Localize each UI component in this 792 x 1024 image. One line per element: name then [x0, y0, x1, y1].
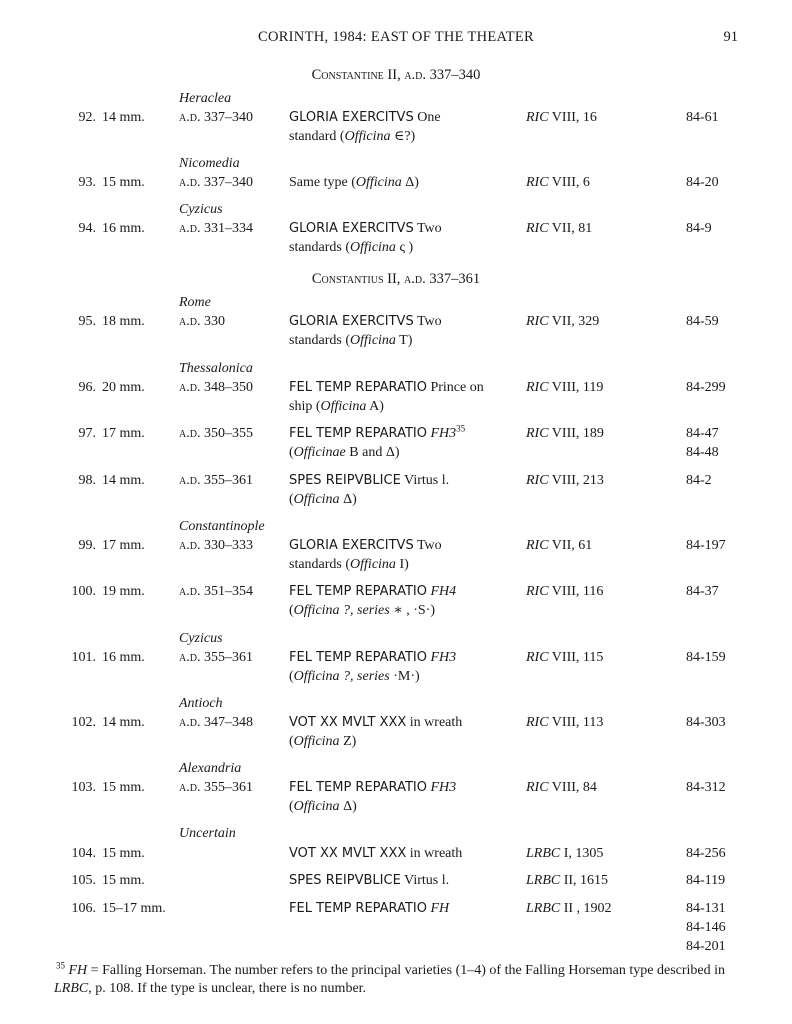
- inventory-number: 84-159: [686, 650, 726, 665]
- mint-label: Rome: [179, 295, 211, 310]
- mint-label: Constantinople: [179, 519, 265, 534]
- catalog-number: 98.: [78, 473, 96, 488]
- coin-size: 15 mm.: [102, 846, 145, 861]
- coin-size: 17 mm.: [102, 538, 145, 553]
- inventory-number: 84-61: [686, 110, 719, 125]
- catalog-number: 93.: [78, 175, 96, 190]
- coin-reference: RIC VIII, 115: [526, 650, 604, 665]
- coin-legend: SPES REIPVBLICE Virtus l. (Officina Δ): [289, 473, 450, 507]
- mint-label: Alexandria: [179, 761, 242, 776]
- coin-date: a.d. 331–334: [179, 221, 253, 236]
- catalog-number: 97.: [78, 426, 96, 441]
- page-header: [0, 28, 792, 48]
- inventory-number: 84-197: [686, 538, 726, 553]
- coin-reference: RIC VIII, 116: [526, 584, 604, 599]
- inventory-number: 84-37: [686, 584, 719, 599]
- coin-reference: LRBC II , 1902: [526, 901, 612, 916]
- coin-reference: LRBC II, 1615: [526, 873, 609, 888]
- emperor-heading: Constantius II, a.d. 337–361: [311, 271, 481, 287]
- coin-legend: VOT XX MVLT XXX in wreath (Officina Z): [289, 715, 463, 749]
- coin-legend: FEL TEMP REPARATIO Prince on ship (Officina A): [289, 380, 484, 414]
- mint-label: Antioch: [179, 696, 223, 711]
- inventory-number: 84-47 84-48: [686, 426, 719, 460]
- inventory-number: 84-303: [686, 715, 726, 730]
- page-number: 91: [723, 29, 738, 45]
- running-title: CORINTH, 1984: EAST OF THE THEATER: [257, 29, 535, 45]
- coin-size: 15–17 mm.: [102, 901, 166, 916]
- catalog-number: 101.: [71, 650, 96, 665]
- catalog-number: 99.: [78, 538, 96, 553]
- coin-date: a.d. 351–354: [179, 584, 253, 599]
- catalog-number: 102.: [71, 715, 96, 730]
- coin-legend: GLORIA EXERCITVS One standard (Officina ∈?): [289, 110, 441, 144]
- coin-legend: FEL TEMP REPARATIO FH4 (Officina ?, series ∗ , ·S·): [289, 584, 457, 618]
- inventory-number: 84-312: [686, 780, 726, 795]
- coin-date: a.d. 355–361: [179, 473, 253, 488]
- emperor-heading: Constantine II, a.d. 337–340: [311, 67, 481, 83]
- catalog-number: 96.: [78, 380, 96, 395]
- footnote: $^{35}$ FH = Falling Horseman. The number refers to the principal varieties (1–4) of the Falling Horseman type described in LRBC, p. 108. If the type is unclear, there is no number.: [54, 960, 726, 996]
- mint-label: Heraclea: [179, 91, 232, 106]
- coin-reference: RIC VIII, 16: [526, 110, 597, 125]
- catalog-number: 95.: [78, 314, 96, 329]
- catalog-number: 105.: [71, 873, 96, 888]
- coin-reference: LRBC I, 1305: [526, 846, 604, 861]
- coin-reference: RIC VIII, 113: [526, 715, 604, 730]
- coin-size: 20 mm.: [102, 380, 145, 395]
- mint-label: Uncertain: [179, 826, 236, 841]
- coin-size: 15 mm.: [102, 780, 145, 795]
- inventory-number: 84-119: [686, 873, 726, 888]
- coin-size: 14 mm.: [102, 473, 145, 488]
- coin-legend: Same type (Officina Δ): [289, 175, 419, 190]
- coin-size: 15 mm.: [102, 873, 145, 888]
- coin-reference: RIC VIII, 189: [526, 426, 604, 441]
- coin-size: 14 mm.: [102, 715, 145, 730]
- coin-size: 17 mm.: [102, 426, 145, 441]
- inventory-number: 84-9: [686, 221, 712, 236]
- inventory-number: 84-256: [686, 846, 726, 861]
- coin-reference: RIC VII, 329: [526, 314, 600, 329]
- coin-reference: RIC VIII, 213: [526, 473, 604, 488]
- coin-date: a.d. 350–355: [179, 426, 253, 441]
- footnote-ref: 35: [456, 423, 466, 434]
- coin-reference: RIC VII, 81: [526, 221, 593, 236]
- coin-legend: FEL TEMP REPARATIO FH3 (Officina ?, series ·M·): [289, 650, 457, 684]
- coin-legend: GLORIA EXERCITVS Two standards (Officina T): [289, 314, 442, 348]
- coin-legend: FEL TEMP REPARATIO FH3 (Officina Δ): [289, 780, 457, 814]
- coin-size: 18 mm.: [102, 314, 145, 329]
- mint-label: Cyzicus: [179, 202, 223, 217]
- coin-legend: VOT XX MVLT XXX in wreath: [289, 846, 463, 861]
- coin-size: 14 mm.: [102, 110, 145, 125]
- coin-reference: RIC VII, 61: [526, 538, 593, 553]
- mint-label: Thessalonica: [179, 361, 253, 376]
- coin-date: a.d. 330–333: [179, 538, 253, 553]
- catalog-number: 103.: [71, 780, 96, 795]
- coin-date: a.d. 337–340: [179, 110, 253, 125]
- inventory-number: 84-2: [686, 473, 712, 488]
- coin-legend: GLORIA EXERCITVS Two standards (Officina ς ): [289, 221, 442, 255]
- inventory-number: 84-59: [686, 314, 719, 329]
- catalog-number: 92.: [78, 110, 96, 125]
- footnote-mark: 35: [56, 960, 65, 971]
- catalog-number: 106.: [71, 901, 96, 916]
- coin-date: a.d. 337–340: [179, 175, 253, 190]
- catalog-number: 94.: [78, 221, 96, 236]
- mint-label: Cyzicus: [179, 631, 223, 646]
- coin-reference: RIC VIII, 84: [526, 780, 597, 795]
- catalog-number: 100.: [71, 584, 96, 599]
- coin-date: a.d. 348–350: [179, 380, 253, 395]
- mint-label: Nicomedia: [179, 156, 240, 171]
- coin-legend: SPES REIPVBLICE Virtus l.: [289, 873, 450, 888]
- coin-size: 15 mm.: [102, 175, 145, 190]
- coin-size: 16 mm.: [102, 650, 145, 665]
- coin-date: a.d. 330: [179, 314, 225, 329]
- coin-date: a.d. 355–361: [179, 780, 253, 795]
- coin-legend: GLORIA EXERCITVS Two standards (Officina I): [289, 538, 442, 572]
- coin-reference: RIC VIII, 6: [526, 175, 590, 190]
- coin-legend: FEL TEMP REPARATIO FH: [289, 901, 450, 916]
- coin-date: a.d. 347–348: [179, 715, 253, 730]
- inventory-number: 84-299: [686, 380, 726, 395]
- coin-size: 16 mm.: [102, 221, 145, 236]
- catalog-number: 104.: [71, 846, 96, 861]
- coin-size: 19 mm.: [102, 584, 145, 599]
- inventory-number: 84-20: [686, 175, 719, 190]
- coin-legend: FEL TEMP REPARATIO $FH3^{35}$ (Officinae B and Δ): [289, 423, 466, 460]
- coin-date: a.d. 355–361: [179, 650, 253, 665]
- inventory-number: 84-131 84-146 84-201: [686, 901, 726, 954]
- coin-reference: RIC VIII, 119: [526, 380, 604, 395]
